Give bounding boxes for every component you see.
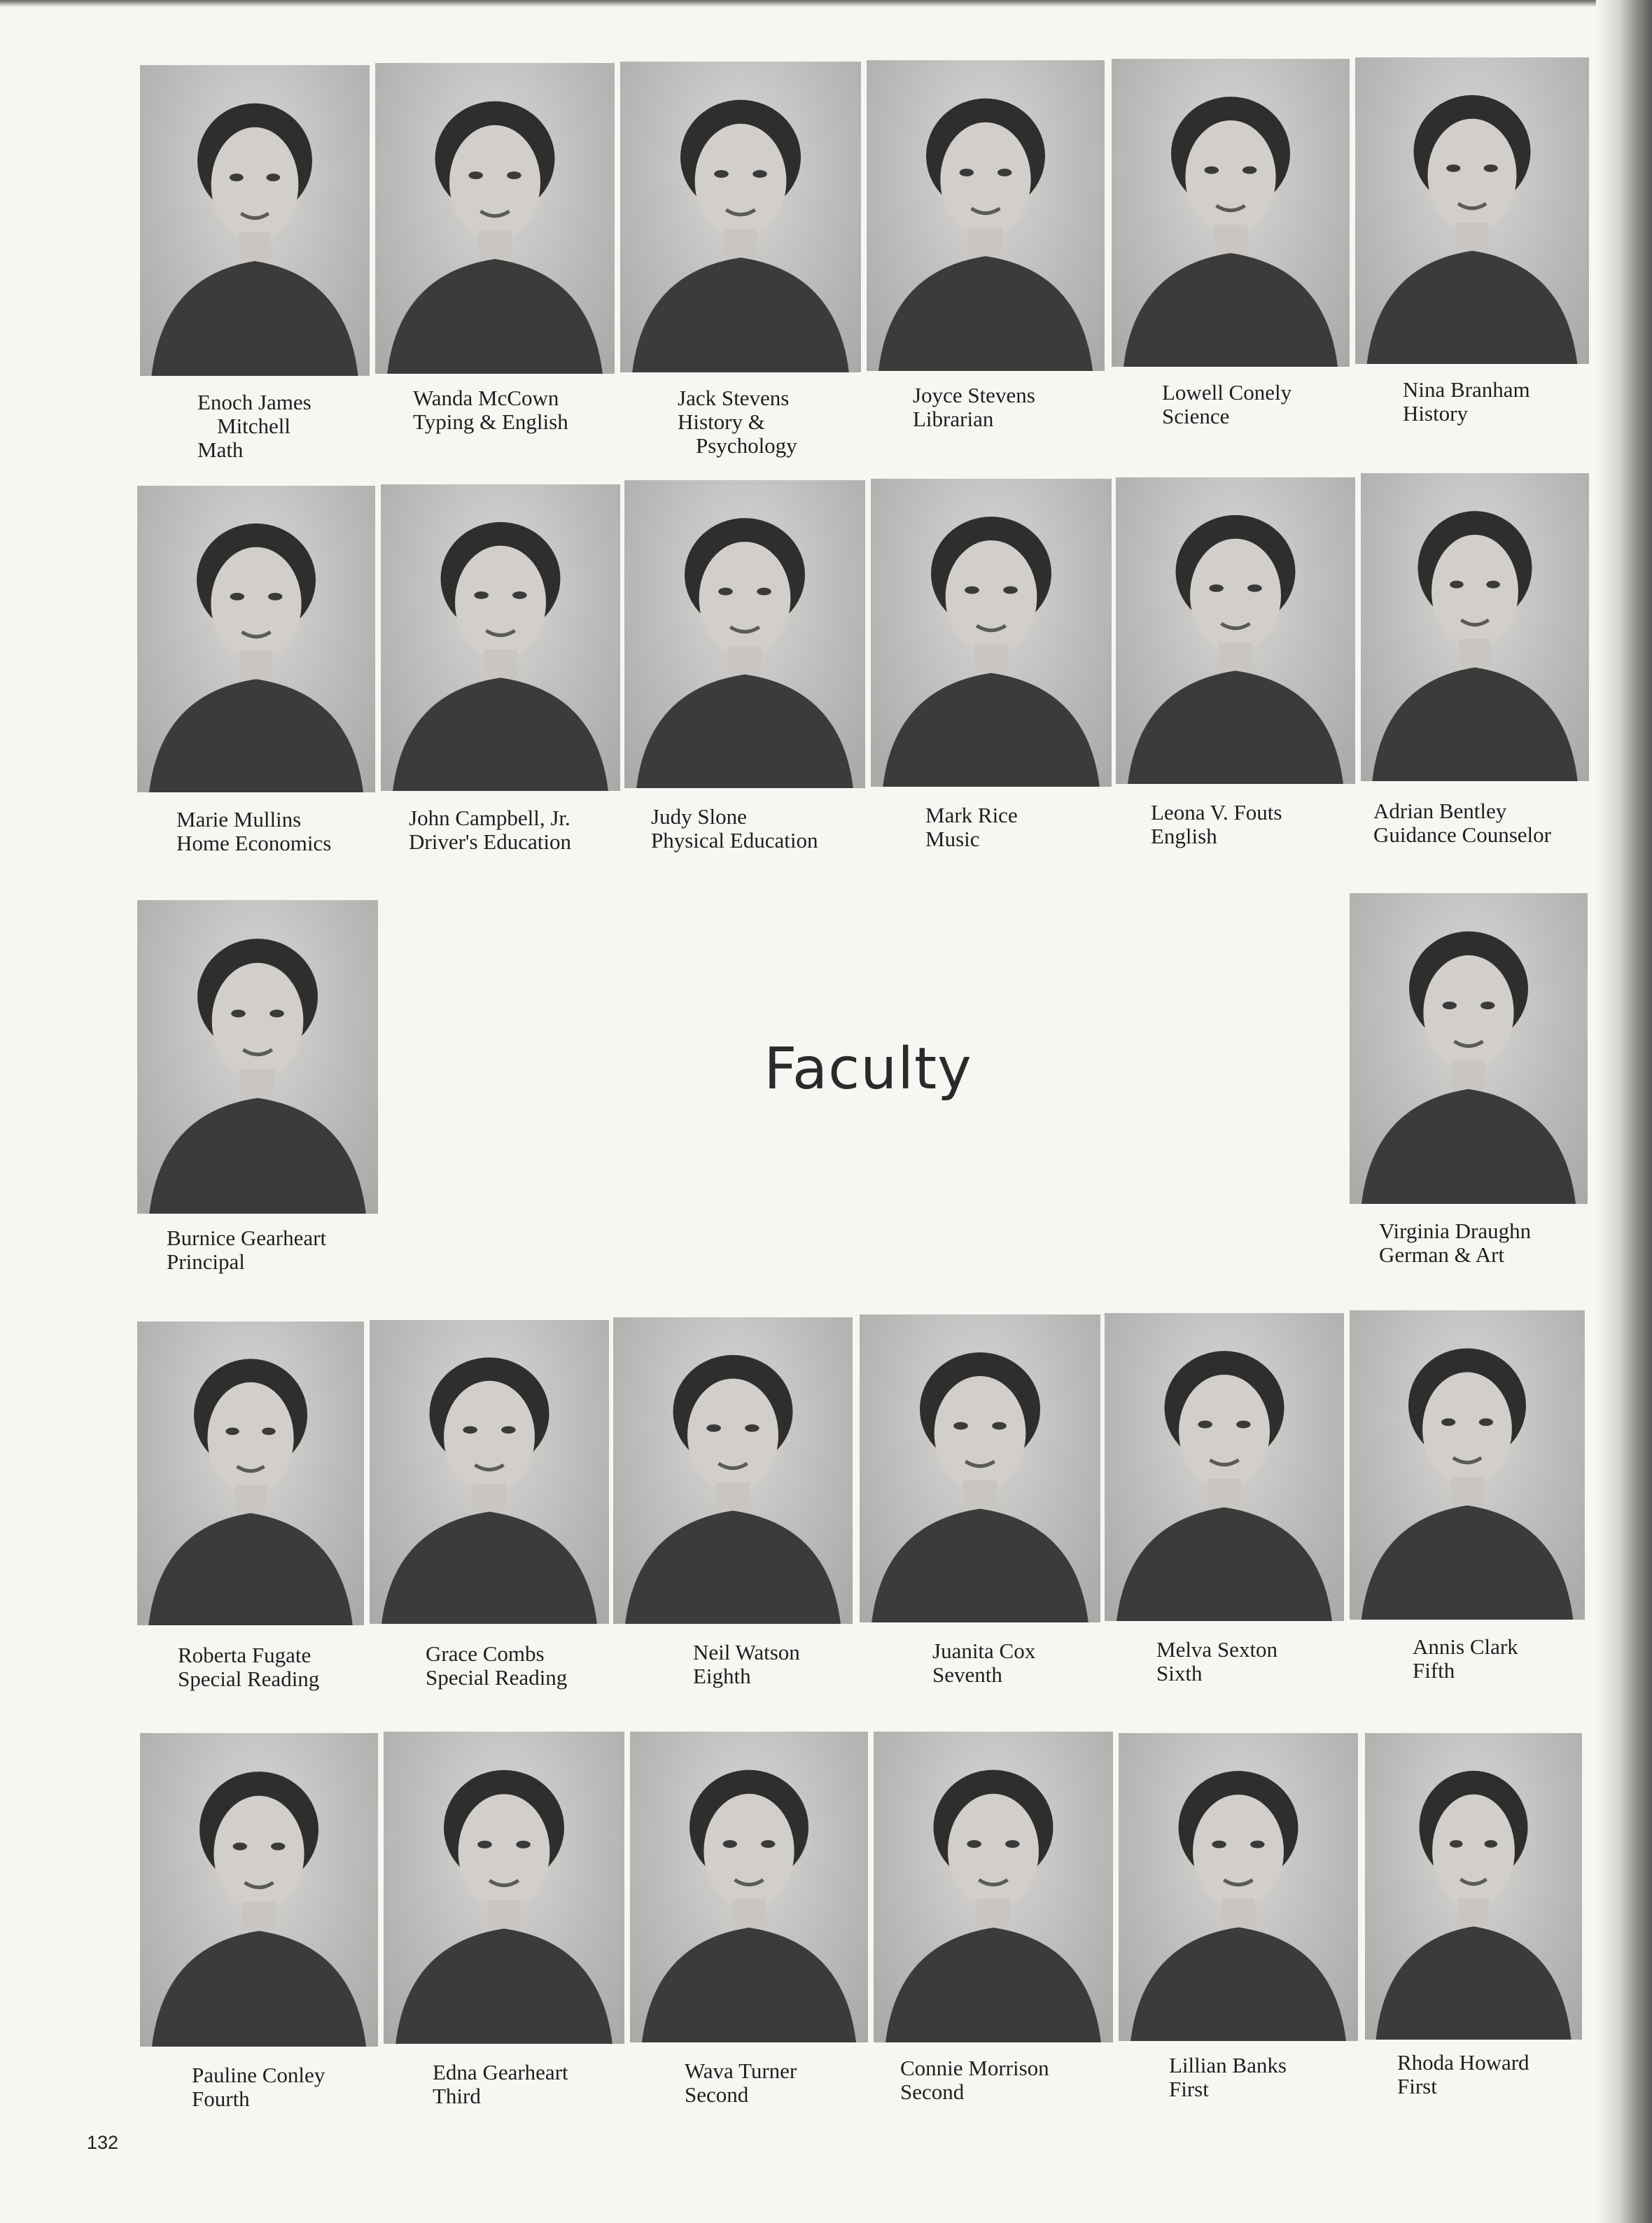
faculty-subject: Guidance Counselor: [1373, 822, 1551, 847]
faculty-name: Lillian Banks: [1169, 2053, 1287, 2077]
faculty-subject: History &: [678, 409, 765, 434]
faculty-card-john-campbell: [381, 484, 620, 791]
faculty-card-leona-fouts: [1116, 477, 1355, 784]
portrait-photo: [871, 479, 1112, 787]
faculty-name: Grace Combs: [426, 1641, 545, 1666]
page-binding-shadow: [1596, 0, 1652, 2223]
portrait-photo: [1350, 1310, 1585, 1620]
faculty-card-marie-mullins: [137, 486, 375, 792]
faculty-subject: German & Art: [1379, 1242, 1505, 1267]
portrait-photo: [140, 1733, 378, 2047]
faculty-name: Annis Clark: [1413, 1634, 1518, 1659]
faculty-card-connie-morrison: [874, 1732, 1113, 2042]
portrait-photo: [630, 1732, 868, 2042]
faculty-name: Wava Turner: [685, 2059, 797, 2083]
faculty-subject: Math: [197, 437, 244, 462]
portrait-photo: [1361, 473, 1589, 781]
faculty-subject: Eighth: [693, 1664, 751, 1688]
faculty-subject: Principal: [167, 1249, 245, 1274]
portrait-photo: [613, 1317, 853, 1624]
faculty-subject: Typing & English: [413, 409, 568, 434]
faculty-subject: Librarian: [913, 407, 994, 431]
portrait-photo: [137, 486, 375, 792]
faculty-subject: Second: [900, 2080, 965, 2104]
faculty-name: Connie Morrison: [900, 2056, 1049, 2080]
faculty-subject: Home Economics: [176, 831, 332, 855]
faculty-name: Wanda McCown: [413, 386, 559, 410]
faculty-name: Pauline Conley: [192, 2063, 326, 2087]
faculty-name: Burnice Gearheart: [167, 1226, 327, 1250]
faculty-card-virginia-draughn: [1350, 893, 1588, 1204]
portrait-photo: [137, 900, 378, 1214]
faculty-subject: Special Reading: [426, 1665, 568, 1690]
portrait-photo: [1350, 893, 1588, 1204]
faculty-name: Mark Rice: [925, 803, 1018, 827]
faculty-card-joyce-stevens: [867, 60, 1105, 371]
faculty-name: Joyce Stevens: [913, 383, 1035, 407]
faculty-name: Marie Mullins: [176, 807, 302, 832]
portrait-photo: [381, 484, 620, 791]
faculty-subject: Music: [925, 827, 980, 851]
portrait-photo: [874, 1732, 1113, 2042]
faculty-card-roberta-fugate: [137, 1321, 364, 1625]
faculty-subject: History: [1403, 401, 1468, 426]
faculty-card-neil-watson: [613, 1317, 853, 1624]
faculty-card-enoch-mitchell: [140, 65, 370, 376]
faculty-name: Edna Gearheart: [433, 2060, 568, 2084]
faculty-subject: Special Reading: [178, 1667, 320, 1691]
faculty-subject: Science: [1162, 404, 1230, 428]
faculty-card-jack-stevens: [620, 62, 861, 372]
page-title: Faculty: [764, 1036, 972, 1102]
faculty-name: Virginia Draughn: [1379, 1219, 1532, 1243]
faculty-subject-cont: Psychology: [696, 433, 797, 458]
faculty-card-mark-rice: [871, 479, 1112, 787]
faculty-name: Melva Sexton: [1156, 1637, 1278, 1662]
portrait-photo: [137, 1321, 364, 1625]
faculty-name: Juanita Cox: [932, 1639, 1036, 1663]
faculty-name: Judy Slone: [651, 804, 747, 829]
faculty-subject: Seventh: [932, 1662, 1002, 1687]
portrait-photo: [1105, 1313, 1344, 1621]
faculty-subject: First: [1169, 2077, 1209, 2101]
faculty-subject: Sixth: [1156, 1661, 1203, 1685]
faculty-subject: Second: [685, 2082, 749, 2107]
portrait-photo: [624, 480, 865, 788]
faculty-name: Rhoda Howard: [1397, 2050, 1530, 2075]
faculty-card-wanda-mccown: [375, 63, 615, 374]
faculty-card-grace-combs: [370, 1320, 609, 1624]
faculty-name-cont: Mitchell: [217, 414, 291, 438]
page-number: 132: [87, 2132, 119, 2153]
faculty-subject: Fifth: [1413, 1658, 1455, 1683]
faculty-card-edna-gearheart: [384, 1732, 624, 2044]
portrait-photo: [1119, 1733, 1358, 2041]
faculty-name: Jack Stevens: [678, 386, 790, 410]
faculty-card-burnice-gearheart: [137, 900, 378, 1214]
faculty-card-pauline-conley: [140, 1733, 378, 2047]
portrait-photo: [384, 1732, 624, 2044]
faculty-name: Neil Watson: [693, 1640, 800, 1664]
faculty-name: Nina Branham: [1403, 377, 1530, 402]
faculty-subject: Fourth: [192, 2087, 250, 2111]
faculty-card-melva-sexton: [1105, 1313, 1344, 1621]
faculty-name: Roberta Fugate: [178, 1643, 312, 1667]
faculty-subject: First: [1397, 2074, 1437, 2098]
faculty-card-juanita-cox: [860, 1314, 1100, 1622]
faculty-card-rhoda-howard: [1365, 1733, 1582, 2040]
faculty-card-adrian-bentley: [1361, 473, 1589, 781]
faculty-name: Leona V. Fouts: [1151, 800, 1282, 825]
faculty-card-lowell-conely: [1112, 59, 1350, 367]
faculty-name: Adrian Bentley: [1373, 799, 1507, 823]
faculty-card-annis-clark: [1350, 1310, 1585, 1620]
faculty-subject: Third: [433, 2084, 481, 2108]
portrait-photo: [1365, 1733, 1582, 2040]
faculty-subject: Physical Education: [651, 828, 818, 853]
portrait-photo: [1355, 57, 1589, 364]
faculty-card-nina-branham: [1355, 57, 1589, 364]
faculty-subject: Driver's Education: [409, 829, 571, 854]
portrait-photo: [375, 63, 615, 374]
faculty-card-wava-turner: [630, 1732, 868, 2042]
page-top-shadow: [0, 0, 1652, 7]
faculty-card-lillian-banks: [1119, 1733, 1358, 2041]
faculty-subject: English: [1151, 824, 1217, 848]
portrait-photo: [370, 1320, 609, 1624]
faculty-name: John Campbell, Jr.: [409, 806, 570, 830]
faculty-name: Enoch James: [197, 390, 312, 414]
portrait-photo: [620, 62, 861, 372]
portrait-photo: [1116, 477, 1355, 784]
portrait-photo: [140, 65, 370, 376]
portrait-photo: [860, 1314, 1100, 1622]
faculty-name: Lowell Conely: [1162, 380, 1292, 405]
faculty-card-judy-slone: [624, 480, 865, 788]
portrait-photo: [867, 60, 1105, 371]
portrait-photo: [1112, 59, 1350, 367]
